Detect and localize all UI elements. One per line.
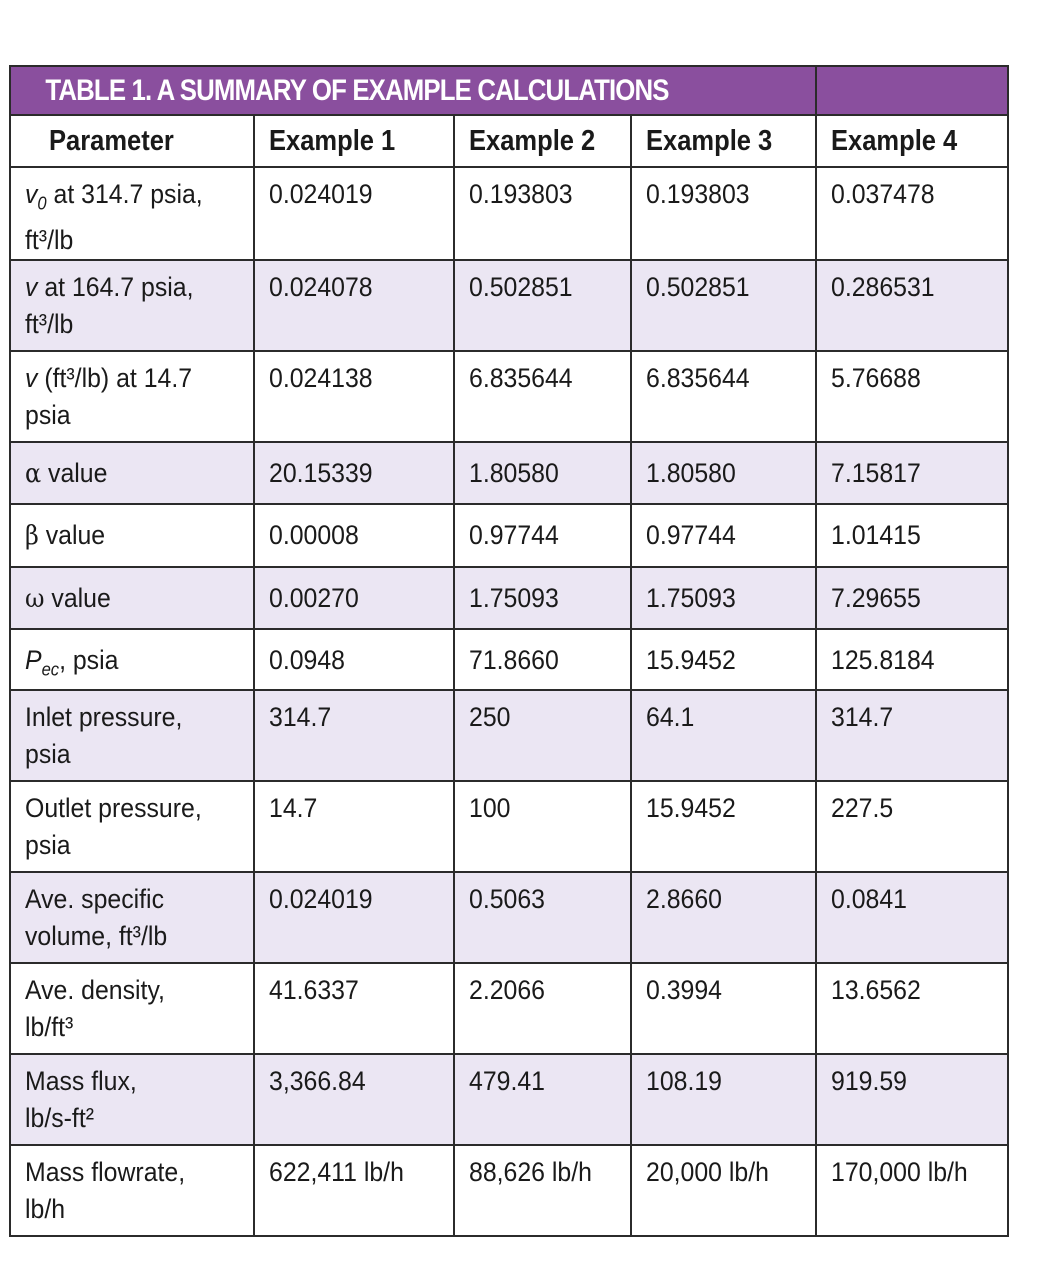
- value-text: 1.75093: [469, 583, 559, 614]
- value-text: 919.59: [831, 1065, 908, 1096]
- value-cell-example-2: [454, 872, 631, 963]
- value-text: 88,626 lb/h: [469, 1156, 592, 1187]
- summary-table: [9, 65, 1009, 1237]
- parameter-label: [25, 972, 165, 1046]
- value-text: 0.193803: [646, 179, 750, 209]
- value-cell-example-4: [816, 872, 1008, 963]
- table-row: [10, 872, 1008, 963]
- parameter-symbol: ω: [25, 584, 45, 615]
- parameter-label: [25, 790, 202, 864]
- table-header-row: [10, 115, 1008, 167]
- value-text: 622,411 lb/h: [269, 1156, 404, 1187]
- value-text: 7.29655: [831, 583, 921, 614]
- parameter-label: [25, 699, 182, 773]
- value-cell-example-1: [254, 781, 454, 872]
- value-text: 0.97744: [646, 520, 736, 551]
- value-text: 0.024138: [269, 363, 373, 394]
- parameter-label: [25, 580, 111, 618]
- value-cell-example-4: [816, 260, 1008, 351]
- parameter-label: [25, 360, 192, 434]
- value-text: 20.15339: [269, 458, 373, 489]
- parameter-subscript: ec: [41, 659, 60, 680]
- parameter-text: at 164.7 psia,: [37, 272, 194, 303]
- table-row: [10, 442, 1008, 504]
- value-text: 7.15817: [831, 458, 921, 489]
- value-text: 15.9452: [646, 792, 736, 823]
- value-text: 5.76688: [831, 363, 921, 394]
- value-cell-example-3: [631, 567, 816, 629]
- value-text: 20,000 lb/h: [646, 1156, 769, 1187]
- value-cell-example-3: [631, 1145, 816, 1236]
- value-text: 0.97744: [469, 520, 559, 551]
- header-parameter: [10, 115, 254, 167]
- parameter-cell: [10, 351, 254, 442]
- value-text: 0.0841: [831, 883, 908, 914]
- value-cell-example-1: [254, 567, 454, 629]
- value-cell-example-2: [454, 504, 631, 567]
- value-cell-example-2: [454, 781, 631, 872]
- parameter-text: value: [41, 458, 108, 489]
- parameter-text: at 314.7 psia,: [46, 179, 203, 209]
- parameter-text-line2: psia: [25, 400, 71, 431]
- value-text: 2.2066: [469, 974, 545, 1005]
- value-text: 13.6562: [831, 974, 921, 1005]
- value-cell-example-4: [816, 567, 1008, 629]
- value-cell-example-2: [454, 963, 631, 1054]
- table-row: [10, 629, 1008, 689]
- parameter-cell: [10, 504, 254, 567]
- value-text: 314.7: [269, 701, 332, 732]
- parameter-cell: [10, 442, 254, 504]
- value-cell-example-3: [631, 781, 816, 872]
- value-cell-example-4: [816, 167, 1008, 260]
- parameter-text: Mass flux,: [25, 1065, 137, 1096]
- parameter-text-line2: lb/s-ft²: [25, 1102, 95, 1133]
- parameter-symbol: β: [25, 521, 39, 552]
- parameter-label: [25, 455, 107, 493]
- parameter-text: Ave. specific: [25, 883, 164, 914]
- parameter-label: [25, 1063, 137, 1137]
- table-row: [10, 1054, 1008, 1145]
- parameter-text: , psia: [59, 645, 119, 676]
- value-cell-example-2: [454, 351, 631, 442]
- parameter-symbol: v: [25, 179, 38, 209]
- value-text: 0.0948: [269, 645, 345, 676]
- value-text: 3,366.84: [269, 1065, 366, 1096]
- value-cell-example-1: [254, 963, 454, 1054]
- value-cell-example-2: [454, 567, 631, 629]
- parameter-cell: [10, 260, 254, 351]
- parameter-label: [25, 642, 118, 688]
- value-cell-example-3: [631, 442, 816, 504]
- table-title: TABLE 1. A SUMMARY OF EXAMPLE CALCULATIONS: [45, 73, 669, 107]
- parameter-cell: [10, 167, 254, 260]
- parameter-text-line2: ft³/lb: [25, 225, 74, 256]
- header-example-3-label: Example 3: [646, 124, 773, 157]
- value-cell-example-2: [454, 690, 631, 781]
- header-example-2: [454, 115, 631, 167]
- value-text: 0.502851: [646, 272, 750, 303]
- parameter-text-line2: psia: [25, 738, 71, 769]
- parameter-cell: [10, 1145, 254, 1236]
- value-cell-example-4: [816, 1054, 1008, 1145]
- value-cell-example-1: [254, 690, 454, 781]
- value-cell-example-1: [254, 1054, 454, 1145]
- value-text: 108.19: [646, 1065, 722, 1096]
- parameter-text: Inlet pressure,: [25, 701, 183, 732]
- value-text: 6.835644: [469, 363, 573, 394]
- table-title-row: [10, 66, 1008, 115]
- value-cell-example-1: [254, 504, 454, 567]
- parameter-cell: [10, 567, 254, 629]
- value-text: 6.835644: [646, 363, 750, 394]
- value-cell-example-4: [816, 504, 1008, 567]
- parameter-symbol: α: [25, 459, 42, 490]
- value-cell-example-3: [631, 629, 816, 689]
- parameter-text: Outlet pressure,: [25, 792, 202, 823]
- value-text: 125.8184: [831, 645, 935, 676]
- value-cell-example-1: [254, 167, 454, 260]
- value-text: 479.41: [469, 1065, 545, 1096]
- value-cell-example-1: [254, 1145, 454, 1236]
- header-example-3: [631, 115, 816, 167]
- value-text: 0.502851: [469, 272, 573, 303]
- value-cell-example-1: [254, 442, 454, 504]
- value-text: 0.00008: [269, 520, 359, 551]
- parameter-cell: [10, 629, 254, 689]
- value-cell-example-2: [454, 167, 631, 260]
- table-title-cell: [10, 66, 816, 115]
- parameter-text-line2: volume, ft³/lb: [25, 920, 168, 951]
- table-row: [10, 504, 1008, 567]
- parameter-text: Ave. density,: [25, 974, 165, 1005]
- value-cell-example-2: [454, 1054, 631, 1145]
- value-text: 71.8660: [469, 645, 559, 676]
- header-example-4-label: Example 4: [831, 124, 958, 157]
- value-cell-example-4: [816, 442, 1008, 504]
- value-text: 314.7: [831, 701, 894, 732]
- header-example-1-label: Example 1: [269, 124, 396, 157]
- value-cell-example-4: [816, 963, 1008, 1054]
- parameter-text: (ft³/lb) at 14.7: [37, 363, 193, 394]
- value-text: 250: [469, 701, 511, 732]
- table-title-empty-cell: [816, 66, 1008, 115]
- parameter-label: [25, 517, 105, 555]
- parameter-text-line2: lb/h: [25, 1193, 66, 1224]
- value-text: 64.1: [646, 701, 695, 732]
- parameter-cell: [10, 872, 254, 963]
- parameter-symbol: v: [25, 272, 38, 303]
- value-text: 100: [469, 792, 511, 823]
- value-cell-example-3: [631, 351, 816, 442]
- value-cell-example-3: [631, 872, 816, 963]
- parameter-cell: [10, 781, 254, 872]
- parameter-cell: [10, 963, 254, 1054]
- parameter-text-line2: lb/ft³: [25, 1011, 74, 1042]
- table-row: [10, 1145, 1008, 1236]
- table-row: [10, 351, 1008, 442]
- table-row: [10, 963, 1008, 1054]
- value-cell-example-2: [454, 442, 631, 504]
- value-text: 1.80580: [646, 458, 736, 489]
- value-text: 1.01415: [831, 520, 921, 551]
- value-text: 0.3994: [646, 974, 722, 1005]
- parameter-label: [25, 176, 203, 259]
- value-text: 0.024078: [269, 272, 373, 303]
- value-cell-example-3: [631, 963, 816, 1054]
- parameter-text-line2: psia: [25, 829, 71, 860]
- parameter-text: value: [38, 520, 106, 551]
- header-parameter-label: Parameter: [49, 124, 174, 157]
- parameter-subscript: 0: [37, 193, 47, 214]
- parameter-text: Mass flowrate,: [25, 1156, 186, 1187]
- value-cell-example-4: [816, 690, 1008, 781]
- value-cell-example-3: [631, 167, 816, 260]
- parameter-cell: [10, 1054, 254, 1145]
- value-text: 0.037478: [831, 179, 935, 209]
- table-row: [10, 167, 1008, 260]
- value-cell-example-3: [631, 260, 816, 351]
- value-text: 0.5063: [469, 883, 545, 914]
- value-text: 1.75093: [646, 583, 736, 614]
- value-text: 2.8660: [646, 883, 722, 914]
- table-row: [10, 781, 1008, 872]
- value-text: 0.00270: [269, 583, 359, 614]
- parameter-label: [25, 881, 167, 955]
- value-text: 170,000 lb/h: [831, 1156, 968, 1187]
- header-example-2-label: Example 2: [469, 124, 596, 157]
- header-example-1: [254, 115, 454, 167]
- table-row: [10, 260, 1008, 351]
- value-cell-example-4: [816, 781, 1008, 872]
- parameter-label: [25, 1154, 185, 1228]
- value-cell-example-2: [454, 1145, 631, 1236]
- value-text: 0.024019: [269, 179, 373, 209]
- value-cell-example-4: [816, 351, 1008, 442]
- value-text: 15.9452: [646, 645, 736, 676]
- value-cell-example-3: [631, 504, 816, 567]
- value-cell-example-1: [254, 260, 454, 351]
- header-example-4: [816, 115, 1008, 167]
- summary-table-container: [9, 65, 1007, 1237]
- parameter-text: value: [44, 583, 111, 614]
- value-text: 41.6337: [269, 974, 359, 1005]
- value-cell-example-4: [816, 1145, 1008, 1236]
- value-text: 0.286531: [831, 272, 935, 303]
- parameter-cell: [10, 690, 254, 781]
- table-row: [10, 567, 1008, 629]
- value-text: 227.5: [831, 792, 894, 823]
- parameter-symbol: v: [25, 363, 38, 394]
- value-text: 0.193803: [469, 179, 573, 209]
- value-cell-example-3: [631, 690, 816, 781]
- parameter-label: [25, 269, 193, 343]
- value-text: 14.7: [269, 792, 318, 823]
- value-cell-example-2: [454, 260, 631, 351]
- value-cell-example-4: [816, 629, 1008, 689]
- value-text: 1.80580: [469, 458, 559, 489]
- value-cell-example-3: [631, 1054, 816, 1145]
- value-cell-example-1: [254, 872, 454, 963]
- parameter-text-line2: ft³/lb: [25, 309, 74, 340]
- value-cell-example-1: [254, 629, 454, 689]
- parameter-symbol: P: [25, 645, 42, 676]
- table-row: [10, 690, 1008, 781]
- value-cell-example-1: [254, 351, 454, 442]
- value-cell-example-2: [454, 629, 631, 689]
- value-text: 0.024019: [269, 883, 373, 914]
